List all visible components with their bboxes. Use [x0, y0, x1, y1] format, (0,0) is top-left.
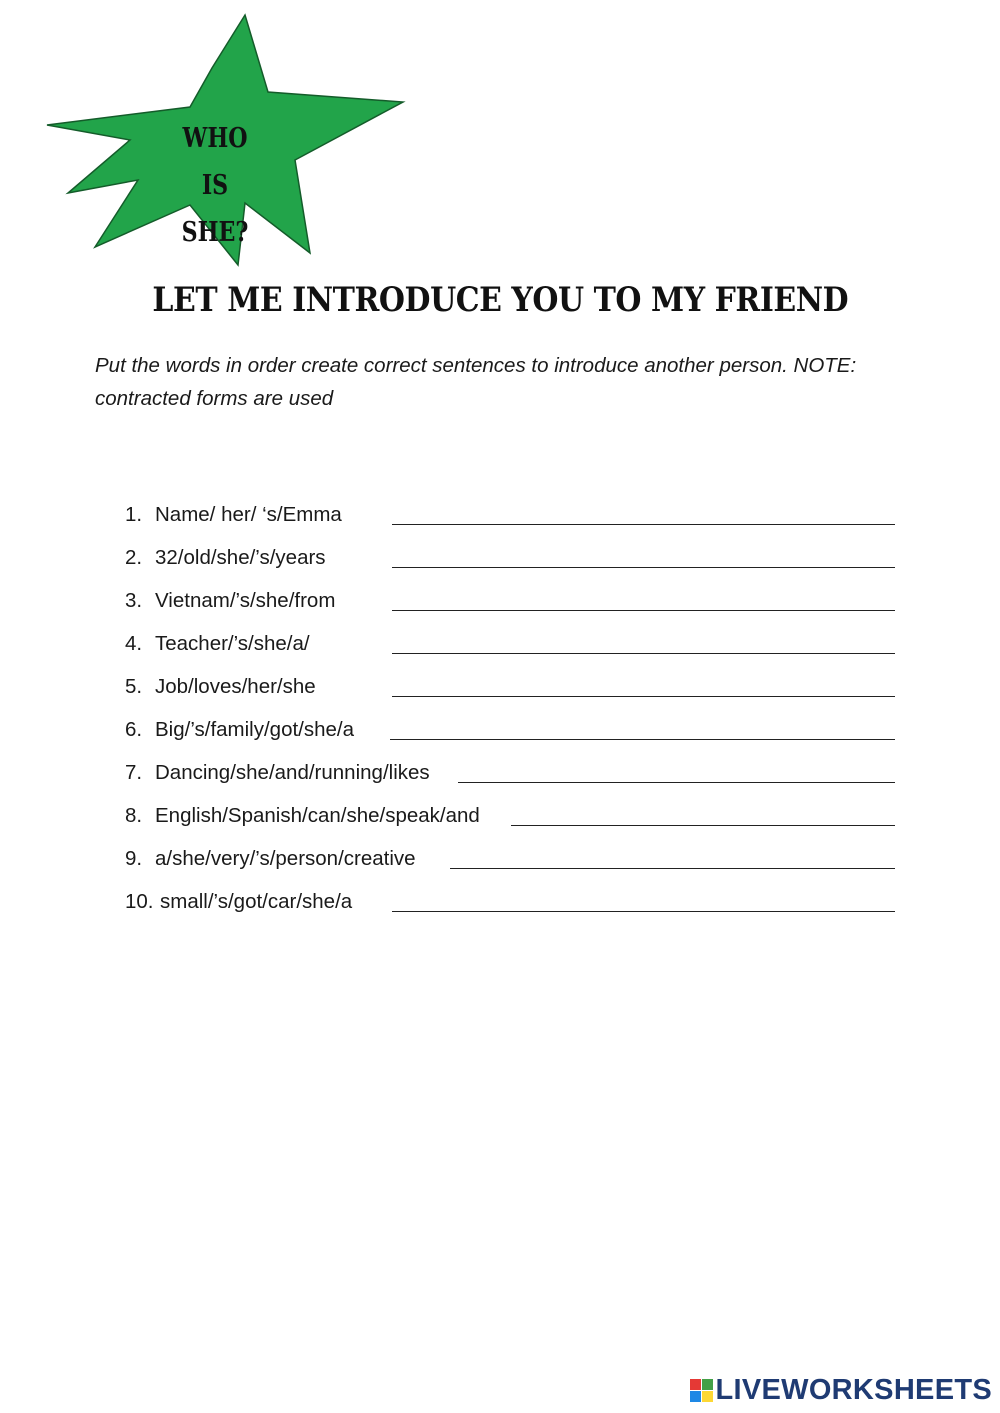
- exercise-words: Job/loves/her/she: [155, 675, 316, 698]
- exercise-words: Teacher/’s/she/a/: [155, 632, 310, 655]
- badge-line-1: WHO IS: [182, 123, 248, 201]
- answer-blank-line[interactable]: [392, 610, 895, 611]
- answer-blank-line[interactable]: [392, 567, 895, 568]
- liveworksheets-logo: [690, 1374, 993, 1407]
- exercise-words: Vietnam/’s/she/from: [155, 589, 336, 612]
- exercise-item: [125, 497, 905, 540]
- exercise-words: small/’s/got/car/she/a: [160, 890, 353, 913]
- exercise-item: [125, 712, 905, 755]
- exercise-words: Big/’s/family/got/she/a: [155, 718, 355, 741]
- liveworksheets-logo-text: LIVEWORKSHEETS: [715, 1374, 992, 1406]
- exercise-words: 32/old/she/’s/years: [155, 546, 326, 569]
- exercise-number: 6.: [125, 718, 143, 741]
- logo-square: [702, 1391, 713, 1402]
- exercise-item: [125, 841, 905, 884]
- logo-square: [690, 1391, 701, 1402]
- exercise-number: 3.: [125, 589, 143, 612]
- answer-blank-line[interactable]: [392, 653, 895, 654]
- who-is-she-star-badge: [40, 10, 410, 270]
- exercise-words: Dancing/she/and/running/likes: [155, 761, 430, 784]
- exercise-number: 7.: [125, 761, 143, 784]
- exercise-number: 2.: [125, 546, 143, 569]
- exercise-words: English/Spanish/can/she/speak/and: [155, 804, 480, 827]
- exercise-item: [125, 540, 905, 583]
- exercise-number: 9.: [125, 847, 143, 870]
- exercise-number: 4.: [125, 632, 143, 655]
- exercise-number: 5.: [125, 675, 143, 698]
- liveworksheets-logo-icon: [690, 1379, 713, 1402]
- answer-blank-line[interactable]: [390, 739, 895, 740]
- exercise-number: 10.: [125, 890, 154, 913]
- worksheet-title: [0, 280, 1000, 320]
- exercise-item: [125, 583, 905, 626]
- exercise-number: 1.: [125, 503, 143, 526]
- answer-blank-line[interactable]: [392, 696, 895, 697]
- answer-blank-line[interactable]: [511, 825, 895, 826]
- worksheet-title-text: LET ME INTRODUCE YOU TO MY FRIEND: [152, 280, 848, 320]
- exercise-item: [125, 669, 905, 712]
- answer-blank-line[interactable]: [392, 911, 895, 912]
- exercise-words: Name/ her/ ‘s/Emma: [155, 503, 342, 526]
- exercise-words: a/she/very/’s/person/creative: [155, 847, 416, 870]
- answer-blank-line[interactable]: [458, 782, 895, 783]
- exercise-number: 8.: [125, 804, 143, 827]
- instructions-text: Put the words in order create correct sentences to introduce another person. NOTE: contracted forms are used: [95, 354, 857, 410]
- badge-text: [170, 115, 260, 256]
- exercise-item: [125, 755, 905, 798]
- answer-blank-line[interactable]: [392, 524, 895, 525]
- exercise-item: [125, 884, 905, 927]
- answer-blank-line[interactable]: [450, 868, 895, 869]
- exercise-item: [125, 798, 905, 841]
- logo-square: [690, 1379, 701, 1390]
- badge-line-2: SHE?: [181, 217, 249, 248]
- exercise-list: [125, 497, 905, 927]
- exercise-item: [125, 626, 905, 669]
- logo-square: [702, 1379, 713, 1390]
